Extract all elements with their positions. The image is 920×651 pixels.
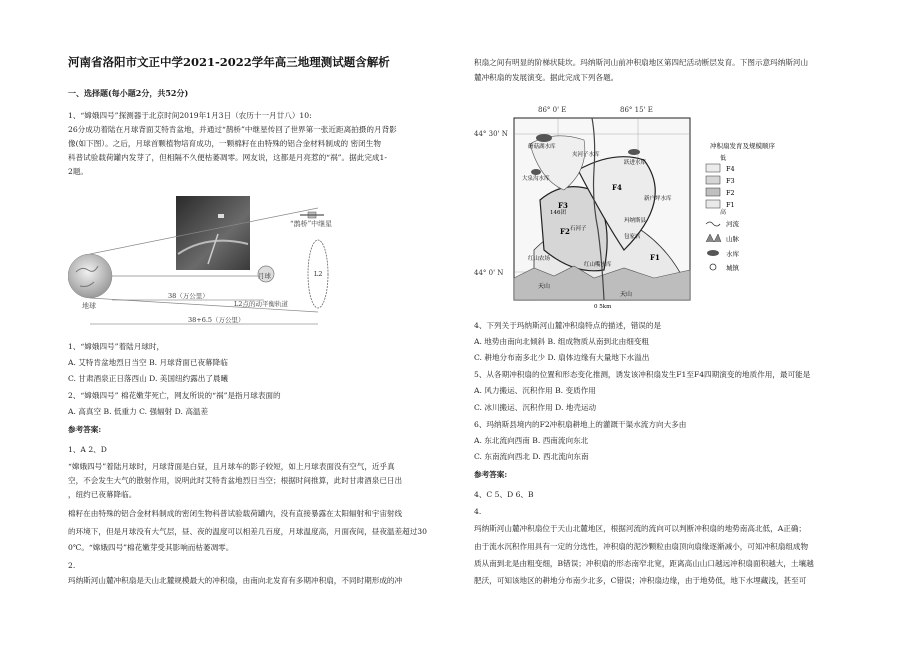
legend-label: 城镇 <box>726 264 739 272</box>
reservoir-icon <box>531 169 541 175</box>
answer-heading: 参考答案: <box>68 425 102 434</box>
stem-line: 科普试验载荷罐内发芽了，但相隔不久便枯萎凋零。网友说，这都是月亮惹的“祸”。据此完成1- <box>68 153 387 162</box>
l2-label: L2 <box>314 270 323 278</box>
moon-far-side-photo <box>176 196 250 270</box>
stem-line: 像(如下图）。之后，月球首颗植物培育成功，一颗棉籽在由特殊的铝合金材料制成的 密闭生物 <box>68 139 381 148</box>
question-5: 5、从各期冲积扇的位置和形态变化推测，诱发该冲积扇发生F1至F4四期演变的地质作用，最可能是 <box>474 370 811 379</box>
place-label: 红山嘴水库 <box>584 262 612 268</box>
question-6-options: C. 东南流向西北 D. 西北流向东南 <box>474 452 589 461</box>
answer-heading: 参考答案: <box>474 470 508 479</box>
section-heading: 一、选择题(每小题2分，共52分) <box>68 88 189 98</box>
question-5-options: C. 冰川搬运、沉积作用 D. 地壳运动 <box>474 403 597 412</box>
question-number: 4. <box>474 507 482 516</box>
explanation-line: 棉籽在由特殊的铝合金材料制成的密闭生物科普试验载荷罐内，没有直接暴露在太阳辐射和宇宙射线 <box>68 509 403 518</box>
legend-label: 山脉 <box>726 235 739 243</box>
explanation-line: 0℃。“嫦娥四号”棉花嫩芽受其影响而枯萎凋零。 <box>68 543 234 552</box>
distance-earth-moon: 38（万公里） <box>168 292 209 300</box>
explanation-line: 由于流水沉积作用具有一定的分选性，冲积扇的泥沙颗粒由扇顶向扇缘逐渐减小，可知冲积扇组成物 <box>474 542 809 551</box>
legend-low: 低 <box>720 155 727 162</box>
legend-high: 高 <box>720 209 727 216</box>
legend-swatch <box>706 176 720 184</box>
place-label: 夹河子水库 <box>572 152 600 158</box>
question-1: 1、“嫦娥四号”着陆月球时， <box>68 342 165 351</box>
orbit-label: L2点的动平衡轨道 <box>234 300 288 308</box>
explanation-line: 玛纳斯河山麓冲积扇位于天山北麓地区，根据河流的流向可以判断冲积扇的地势南高北低，A正确； <box>474 524 807 533</box>
scale-bar: 0 5km <box>594 304 612 310</box>
zone-label: F1 <box>650 253 660 262</box>
passage-line: 积扇之间有明显的阶梯状陡坎。玛纳斯河山前冲积扇地区第四纪活动断层发育。下图示意玛纳斯河山 <box>474 58 809 67</box>
legend-title: 冲积扇发育及规模顺序 <box>710 142 775 150</box>
question-6-options: A. 东北流向西南 B. 西南流向东北 <box>474 436 589 445</box>
question-1-options: A. 艾特肯盆地烈日当空 B. 月球背面已夜幕降临 <box>68 358 228 367</box>
relay-satellite-figure <box>68 194 388 334</box>
passage-line: 玛纳斯河山麓冲积扇是天山北麓规模最大的冲积扇，由南向北发育有多期冲积扇，不同时期形成的冲 <box>68 576 403 585</box>
place-label: 天山 <box>538 283 551 290</box>
distance-earth-l2: 38+6.5（万公里） <box>188 316 245 324</box>
explanation-line: ，纽约已夜幕降临。 <box>68 490 137 499</box>
place-label: 跃进水库 <box>624 160 647 166</box>
place-label: 146团 <box>550 210 566 216</box>
answer-text: 4、C 5、D 6、B <box>474 490 534 499</box>
place-label: 包家店 <box>624 234 641 240</box>
question-6: 6、玛纳斯县境内的F2冲积扇耕地上的灌溉干渠水流方向大多由 <box>474 420 687 429</box>
legend-swatch <box>706 188 720 196</box>
explanation-line: 空，不会发生大气的散射作用，说明此时艾特肯盆地烈日当空；根据时间推算，此时甘肃酒泉已日出 <box>68 476 403 485</box>
stem-line: 1、“嫦娥四号”探测器于北京时间2019年1月3日（农历十一月廿八）10: <box>68 111 312 120</box>
place-label: 蘑菇湖水库 <box>528 144 556 150</box>
legend-swatch <box>706 200 720 208</box>
legend-label: F1 <box>726 201 735 209</box>
longitude-label: 86° 0' E <box>538 106 567 114</box>
latitude-label: 44° 0' N <box>474 269 504 277</box>
explanation-line: 质从南到北是由粗变细，B错误；冲积扇的形态南窄北宽，距离高山山口越远冲积扇面积越大，土壤越 <box>474 559 814 568</box>
passage-line: 麓冲积扇的发展演变。据此完成下列各题。 <box>474 73 619 82</box>
zone-label: F4 <box>612 183 622 192</box>
zone-label: F2 <box>560 227 570 236</box>
question-4-options: C. 耕地分布南多北少 D. 扇体边缘有大量地下水溢出 <box>474 353 650 362</box>
explanation-line: 肥沃，可知该地区的耕地分布南少北多，C错误；冲积扇边缘，由于地势低，地下水埋藏浅，甚至可 <box>474 576 807 585</box>
question-5-options: A. 风力搬运、沉积作用 B. 变质作用 <box>474 386 596 395</box>
reservoir-icon <box>628 149 640 155</box>
stem-line: 26分成功着陆在月球背面艾特肯盆地，并通过“鹊桥”中继星传回了世界第一张近距离拍摄的月背影 <box>68 125 397 134</box>
place-label: 红山农场 <box>528 256 551 262</box>
explanation-line: 的环境下，但是月球没有大气层，昼、夜的温度可以相差几百度，月球温度高，月面夜间，昼夜温差超过30 <box>68 527 427 536</box>
answer-text: 1、A 2、D <box>68 445 107 454</box>
place-label: 天山 <box>620 291 633 298</box>
explanation-line: “嫦娥四号”着陆月球时，月球背面是白昼，且月球车的影子较短，如上月球表面没有空气，近乎真 <box>68 462 395 471</box>
page-title: 河南省洛阳市文正中学2021-2022学年高三地理测试题含解析 <box>68 55 390 69</box>
legend-label: 水库 <box>726 250 739 258</box>
place-label: 新户坪水库 <box>644 196 672 202</box>
relay-satellite-label: “鹊桥”中继星 <box>290 220 333 228</box>
alluvial-fan-map <box>474 100 866 310</box>
longitude-label: 86° 15' E <box>620 106 653 114</box>
earth-globe <box>68 254 112 298</box>
legend-label: F3 <box>726 177 735 185</box>
place-label: 大泉沟水库 <box>522 176 550 182</box>
zone-label: F3 <box>558 201 568 210</box>
place-label: 石河子 <box>570 226 587 232</box>
earth-label: 地球 <box>82 302 96 310</box>
question-2: 2、“嫦娥四号” 棉花嫩芽死亡，网友所说的“祸”是指月球表面的 <box>68 391 281 400</box>
question-4-options: A. 地势由南向北倾斜 B. 组成物质从南到北由细变粗 <box>474 337 650 346</box>
moon-label: 月球 <box>258 272 271 280</box>
question-4: 4、下列关于玛纳斯河山麓冲积扇特点的描述，错误的是 <box>474 321 662 330</box>
question-2-options: A. 高真空 B. 低重力 C. 强辐射 D. 高温差 <box>68 407 209 416</box>
reservoir-icon <box>536 134 552 142</box>
place-label: 玛纳斯县 <box>624 218 647 224</box>
latitude-label: 44° 30' N <box>474 130 508 138</box>
question-1-options: C. 甘肃酒泉正日落西山 D. 美国纽约露出了晨曦 <box>68 374 229 383</box>
legend-label: 河流 <box>726 220 739 228</box>
legend-label: F4 <box>726 165 735 173</box>
stem-line: 2题。 <box>68 167 89 176</box>
legend-label: F2 <box>726 189 735 197</box>
legend-swatch <box>706 164 720 172</box>
question-number: 2. <box>68 561 76 570</box>
